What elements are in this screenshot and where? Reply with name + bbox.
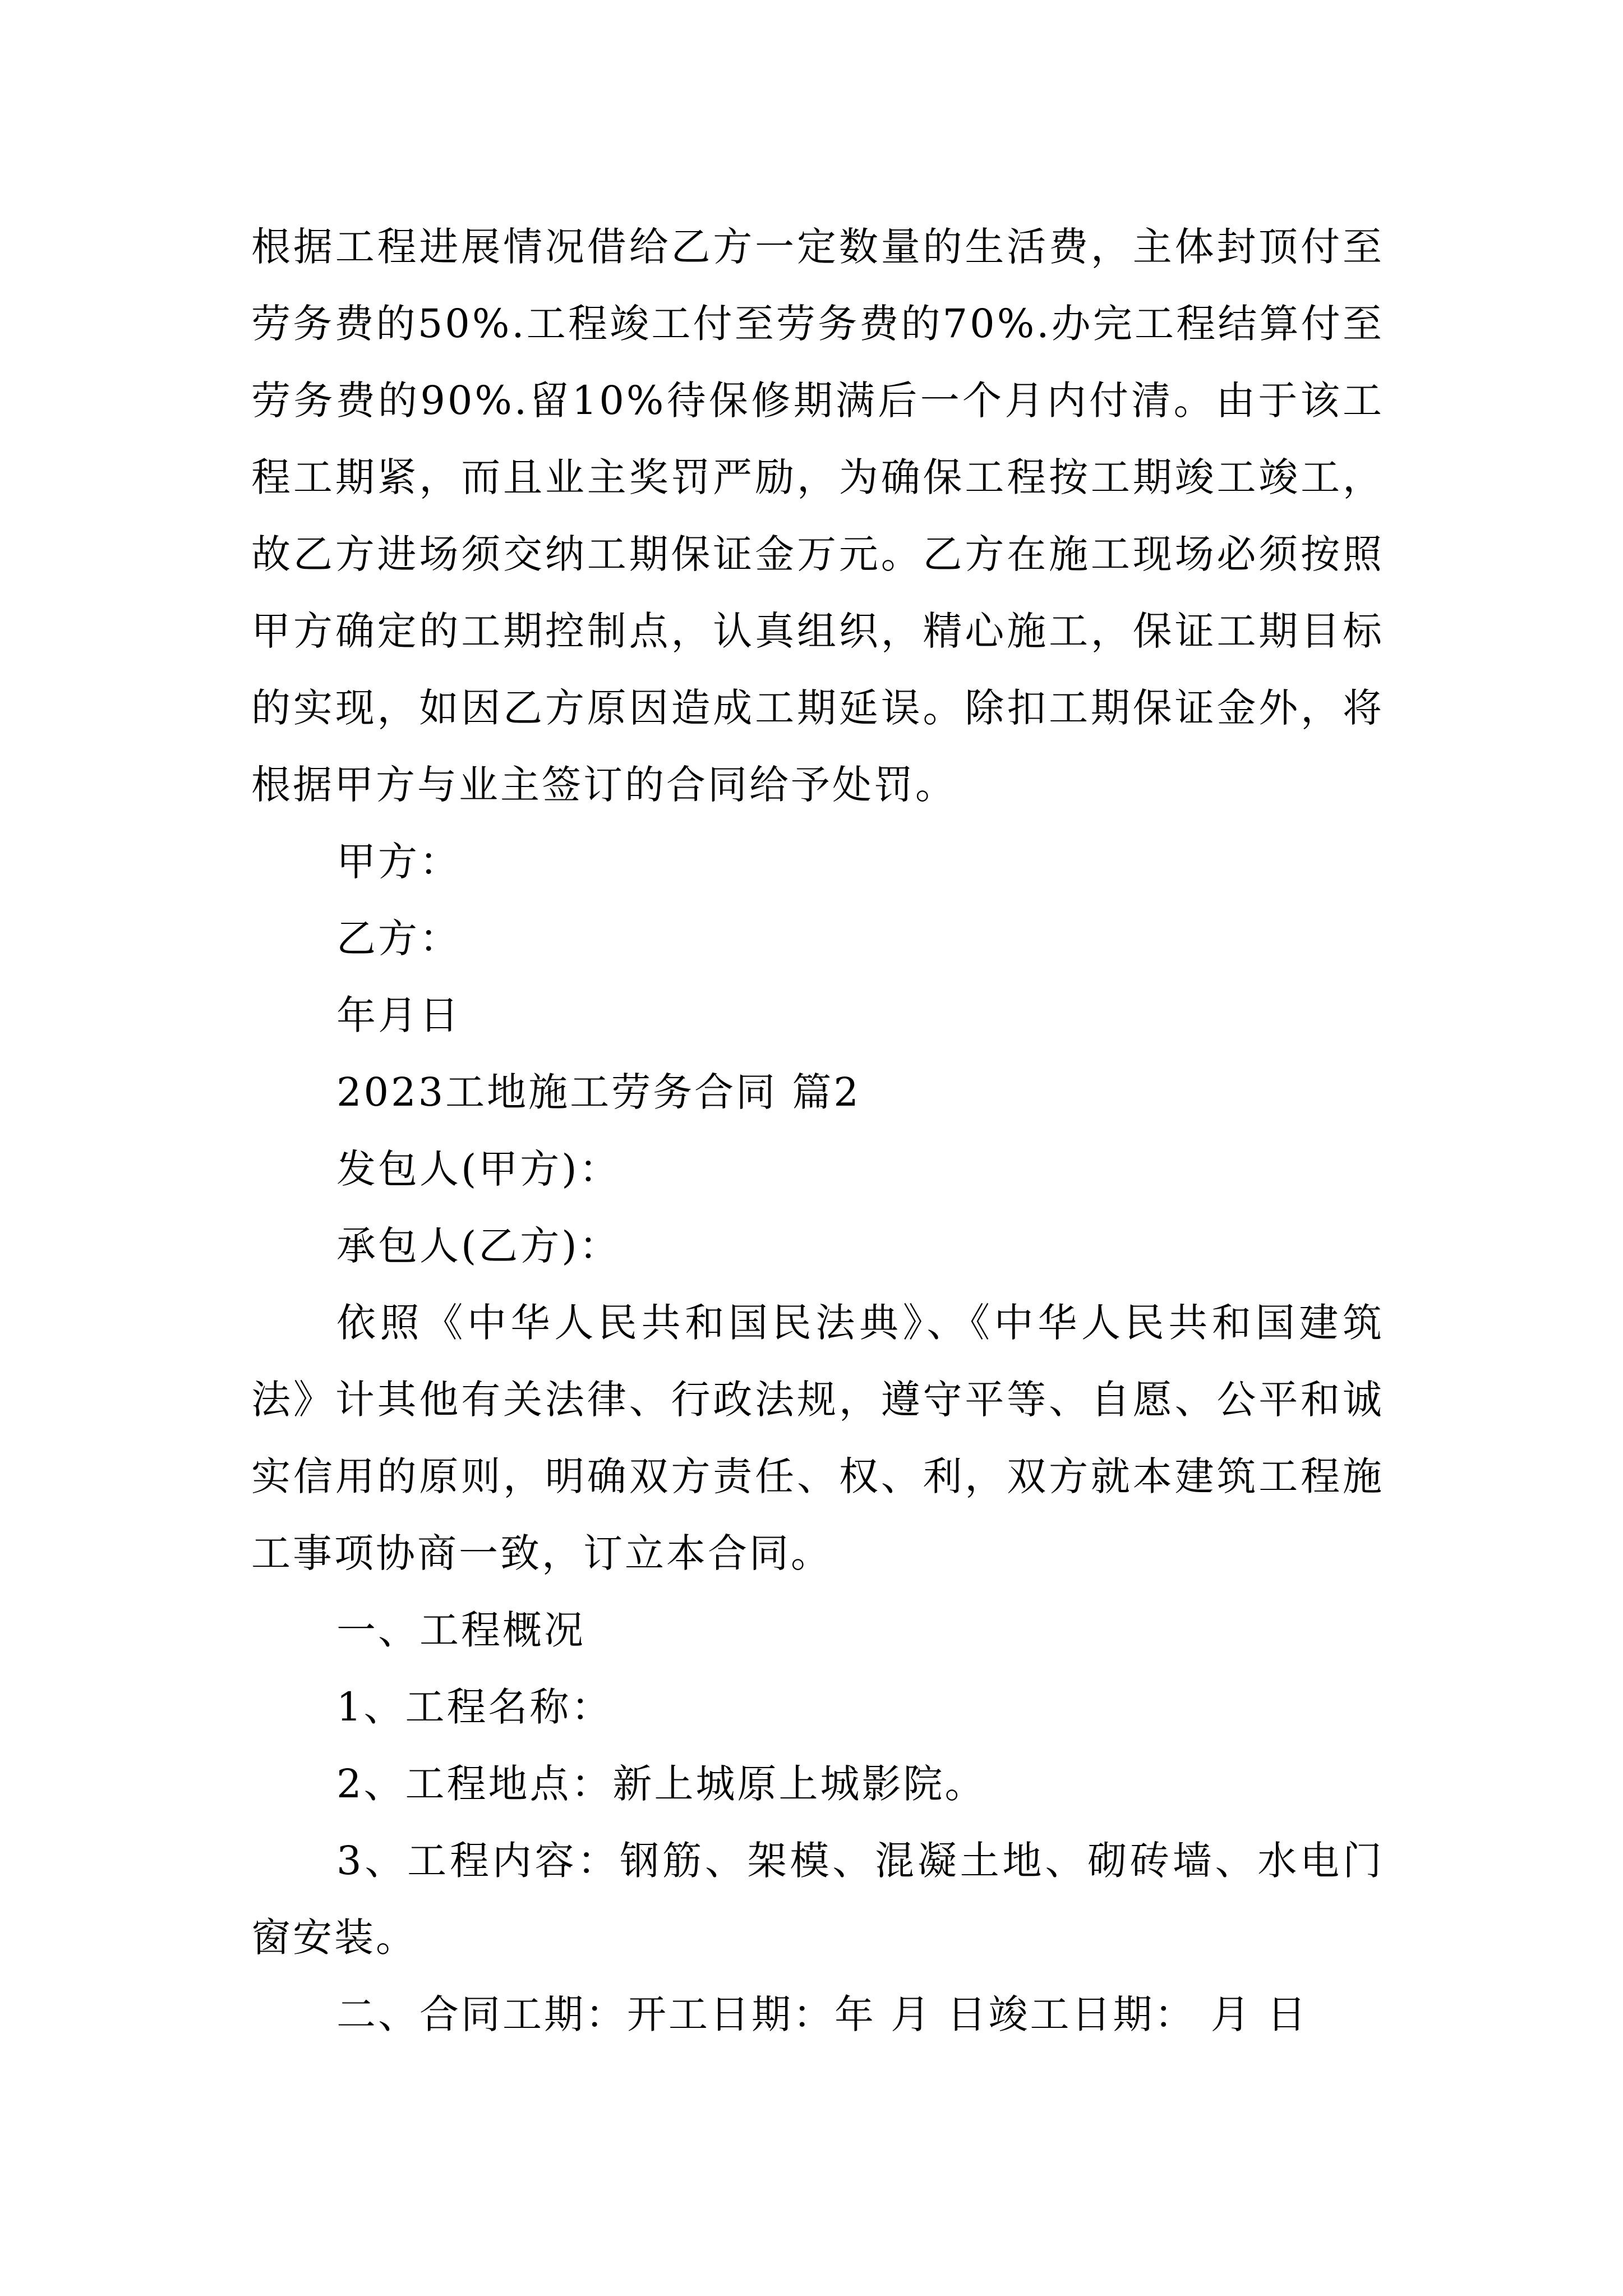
employer-line: 发包人(甲方)： [336,1146,621,1192]
section-title: 2023工地施工劳务合同 篇2 [336,1069,861,1115]
contractor-line: 承包人(乙方)： [336,1223,621,1269]
party-b-signature-line: 乙方： [336,915,461,961]
document-body [251,209,1384,2053]
contract-period-line: 二、合同工期：开工日期：年 月 日竣工日期： 月 日 [336,1991,1309,2037]
paragraph-payment-terms: 根据工程进展情况借给乙方一定数量的生活费，主体封顶付至劳务费的50%.工程竣工付至劳务费的70%.办完工程结算付至劳务费的90%.留10%待保修期满后一个月内付清。由于该工程工期紧，而且业主奖罚严励，为确保工程按工期竣工竣工，故乙方进场须交纳工期保证金万元。乙方在施工现场必须按照甲方确定的工期控制点，认真组织，精心施工，保证工期目标的实现，如因乙方原因造成工期延误。除扣工期保证金外，将根据甲方与业主签订的合同给予处罚。 [251,224,1384,808]
paragraph-legal-basis: 依照《中华人民共和国民法典》、《中华人民共和国建筑法》计其他有关法律、行政法规，遵守平等、自愿、公平和诚实信用的原则，明确双方责任、权、利，双方就本建筑工程施工事项协商一致，订立本合同。 [251,1300,1384,1576]
date-line: 年月日 [336,992,461,1038]
party-a-signature-line: 甲方： [336,839,461,885]
project-name-line: 1、工程名称： [336,1684,613,1730]
project-content-line: 3、工程内容：钢筋、架模、混凝土地、砌砖墙、水电门窗安装。 [251,1838,1384,1961]
project-location-line: 2、工程地点：新上城原上城影院。 [336,1761,986,1807]
heading-project-overview: 一、工程概况 [336,1607,585,1653]
